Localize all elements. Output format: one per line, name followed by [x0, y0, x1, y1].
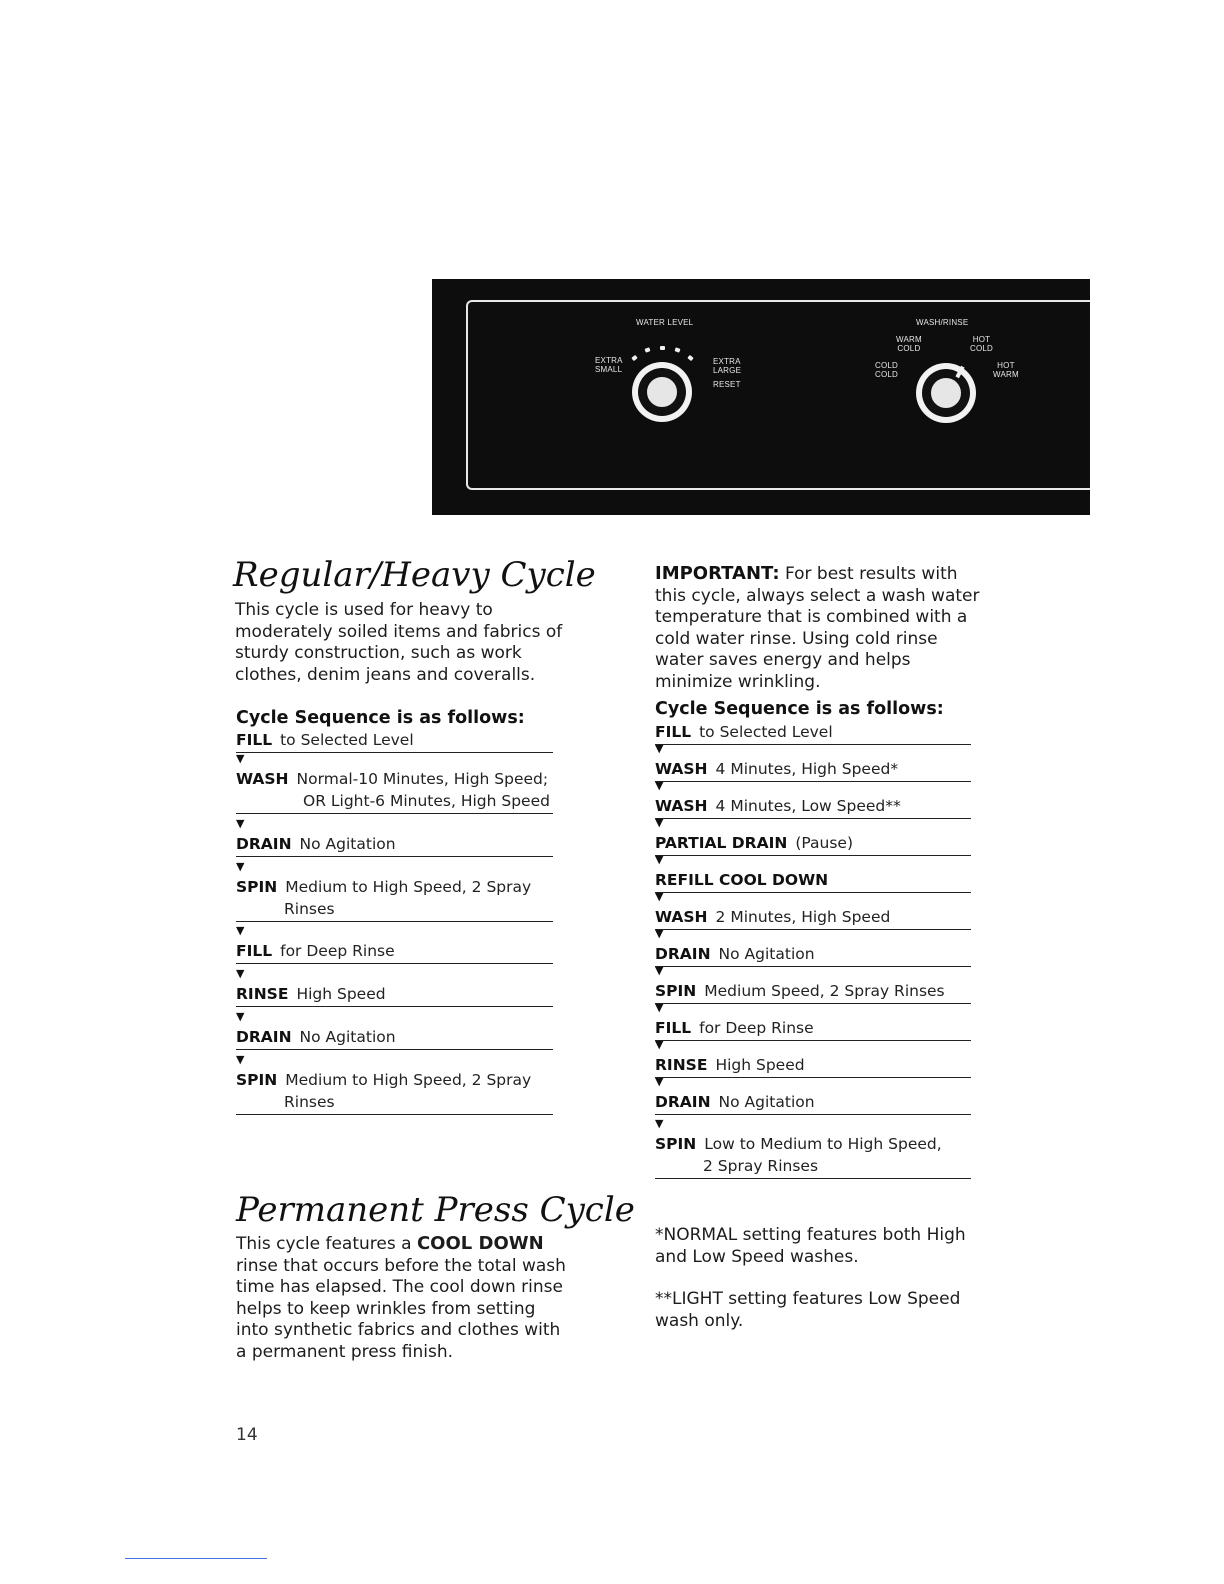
- step-name: SPIN: [236, 878, 278, 896]
- footer-divider: [125, 1558, 267, 1559]
- cold-cold-label: COLD COLD: [875, 361, 899, 379]
- step-name: SPIN: [655, 1135, 697, 1153]
- control-panel-frame: [466, 300, 1090, 490]
- step-divider: [236, 813, 553, 814]
- sequence-step: [236, 878, 531, 896]
- step-name: DRAIN: [655, 945, 711, 963]
- permanent-sequence-heading: Cycle Sequence is as follows:: [655, 699, 944, 719]
- arrow-down-icon: ▼: [236, 1053, 245, 1066]
- reset-label: RESET: [713, 380, 741, 389]
- wash-rinse-label: WASH/RINSE: [916, 318, 969, 327]
- arrow-down-icon: ▼: [655, 816, 664, 829]
- step-name: RINSE: [236, 985, 289, 1003]
- sequence-step: [655, 1019, 814, 1037]
- sequence-step: [655, 723, 833, 741]
- arrow-down-icon: ▼: [655, 964, 664, 977]
- step-name: RINSE: [655, 1056, 708, 1074]
- hot-cold-label: HOT COLD: [970, 335, 994, 353]
- step-divider: [236, 963, 553, 964]
- sequence-step: [655, 871, 836, 889]
- step-text: 4 Minutes, Low Speed**: [715, 797, 901, 815]
- sequence-step: [655, 834, 853, 852]
- step-name: FILL: [236, 731, 273, 749]
- step-divider: [655, 1003, 971, 1004]
- hot-warm-label: HOT WARM: [993, 361, 1019, 379]
- arrow-down-icon: ▼: [236, 967, 245, 980]
- step-divider: [236, 921, 553, 922]
- extra-small-label: EXTRA SMALL: [595, 356, 623, 374]
- step-divider: [655, 818, 971, 819]
- arrow-down-icon: ▼: [655, 1038, 664, 1051]
- step-name: WASH: [236, 770, 289, 788]
- step-text: for Deep Rinse: [699, 1019, 814, 1037]
- step-name: DRAIN: [236, 835, 292, 853]
- sequence-step: [655, 945, 815, 963]
- arrow-down-icon: ▼: [655, 1117, 664, 1130]
- step-name: WASH: [655, 760, 708, 778]
- arrow-down-icon: ▼: [655, 1075, 664, 1088]
- sequence-step: [655, 1056, 805, 1074]
- arrow-down-icon: ▼: [236, 924, 245, 937]
- step-text-continued: Rinses: [284, 900, 335, 918]
- step-text: (Pause): [795, 834, 854, 852]
- sequence-step: [655, 908, 890, 926]
- sequence-step: [236, 770, 548, 788]
- step-text: 4 Minutes, High Speed*: [715, 760, 899, 778]
- step-divider: [655, 1178, 971, 1179]
- step-text: Medium Speed, 2 Spray Rinses: [704, 982, 945, 1000]
- step-text: No Agitation: [718, 1093, 815, 1111]
- step-name: WASH: [655, 908, 708, 926]
- arrow-down-icon: ▼: [236, 1010, 245, 1023]
- wash-rinse-knob[interactable]: [916, 363, 976, 423]
- level-marker-icon: [660, 346, 665, 350]
- step-name: FILL: [655, 723, 692, 741]
- step-divider: [655, 1040, 971, 1041]
- step-text: to Selected Level: [280, 731, 414, 749]
- step-divider: [236, 752, 553, 753]
- step-text: for Deep Rinse: [280, 942, 395, 960]
- step-divider: [655, 1114, 971, 1115]
- water-level-label: WATER LEVEL: [636, 318, 694, 327]
- extra-large-label: EXTRA LARGE: [713, 357, 742, 375]
- step-divider: [655, 892, 971, 893]
- step-name: PARTIAL DRAIN: [655, 834, 788, 852]
- sequence-step: [236, 985, 386, 1003]
- step-text-continued: Rinses: [284, 1093, 335, 1111]
- footnote-light: **LIGHT setting features Low Speed wash only.: [655, 1289, 961, 1331]
- step-name: FILL: [655, 1019, 692, 1037]
- step-text: Medium to High Speed, 2 Spray: [285, 878, 532, 896]
- step-name: FILL: [236, 942, 273, 960]
- sequence-step: [655, 797, 901, 815]
- step-name: WASH: [655, 797, 708, 815]
- step-text: High Speed: [715, 1056, 805, 1074]
- sequence-step: [655, 760, 898, 778]
- step-text: No Agitation: [718, 945, 815, 963]
- sequence-step: [655, 1093, 815, 1111]
- step-name: SPIN: [655, 982, 697, 1000]
- regular-cycle-title: Regular/Heavy Cycle: [233, 555, 596, 595]
- step-divider: [655, 1077, 971, 1078]
- step-text: No Agitation: [299, 835, 396, 853]
- step-name: DRAIN: [236, 1028, 292, 1046]
- sequence-step: [236, 835, 396, 853]
- sequence-step: [655, 1135, 942, 1153]
- arrow-down-icon: ▼: [236, 752, 245, 765]
- step-divider: [236, 1006, 553, 1007]
- step-text: to Selected Level: [699, 723, 833, 741]
- step-name: DRAIN: [655, 1093, 711, 1111]
- arrow-down-icon: ▼: [655, 779, 664, 792]
- arrow-down-icon: ▼: [655, 890, 664, 903]
- step-divider: [236, 856, 553, 857]
- arrow-down-icon: ▼: [655, 927, 664, 940]
- step-divider: [236, 1114, 553, 1115]
- step-divider: [655, 855, 971, 856]
- sequence-step: [236, 1071, 531, 1089]
- step-text: High Speed: [296, 985, 386, 1003]
- warm-cold-label: WARM COLD: [896, 335, 922, 353]
- arrow-down-icon: ▼: [655, 742, 664, 755]
- sequence-step: [655, 982, 945, 1000]
- arrow-down-icon: ▼: [655, 1001, 664, 1014]
- regular-sequence-heading: Cycle Sequence is as follows:: [236, 708, 525, 728]
- arrow-down-icon: ▼: [655, 853, 664, 866]
- regular-cycle-description: This cycle is used for heavy to moderately soiled items and fabrics of sturdy construction, such as work clothes, denim jeans and coveralls.: [235, 600, 563, 685]
- step-text: No Agitation: [299, 1028, 396, 1046]
- sequence-step: [236, 1028, 396, 1046]
- footnote-normal: *NORMAL setting features both High and Low Speed washes.: [655, 1225, 966, 1267]
- step-divider: [655, 929, 971, 930]
- important-note: IMPORTANT: For best results with this cycle, always select a wash water temperature that is combined with a cold water rinse. Using cold rinse water saves energy and helps minimize wrinkling.: [655, 563, 980, 692]
- page-number: 14: [236, 1425, 258, 1445]
- step-name: REFILL COOL DOWN: [655, 871, 829, 889]
- sequence-step: [236, 731, 414, 749]
- step-text-continued: 2 Spray Rinses: [703, 1157, 819, 1175]
- permanent-press-title: Permanent Press Cycle: [236, 1190, 635, 1230]
- arrow-down-icon: ▼: [236, 817, 245, 830]
- step-text: Medium to High Speed, 2 Spray: [285, 1071, 532, 1089]
- step-divider: [655, 966, 971, 967]
- step-divider: [655, 744, 971, 745]
- step-divider: [236, 1049, 553, 1050]
- arrow-down-icon: ▼: [236, 860, 245, 873]
- step-text: Normal-10 Minutes, High Speed;: [296, 770, 549, 788]
- step-text: Low to Medium to High Speed,: [704, 1135, 942, 1153]
- water-level-knob[interactable]: [632, 362, 692, 422]
- permanent-press-description: This cycle features a COOL DOWN rinse that occurs before the total wash time has elapsed. The cool down rinse helps to keep wrinkles from setting into synthetic fabrics and clothes with a permanent press finish.: [236, 1233, 566, 1362]
- step-name: SPIN: [236, 1071, 278, 1089]
- step-text-continued: OR Light-6 Minutes, High Speed: [303, 792, 550, 810]
- step-divider: [655, 781, 971, 782]
- sequence-step: [236, 942, 395, 960]
- step-text: 2 Minutes, High Speed: [715, 908, 891, 926]
